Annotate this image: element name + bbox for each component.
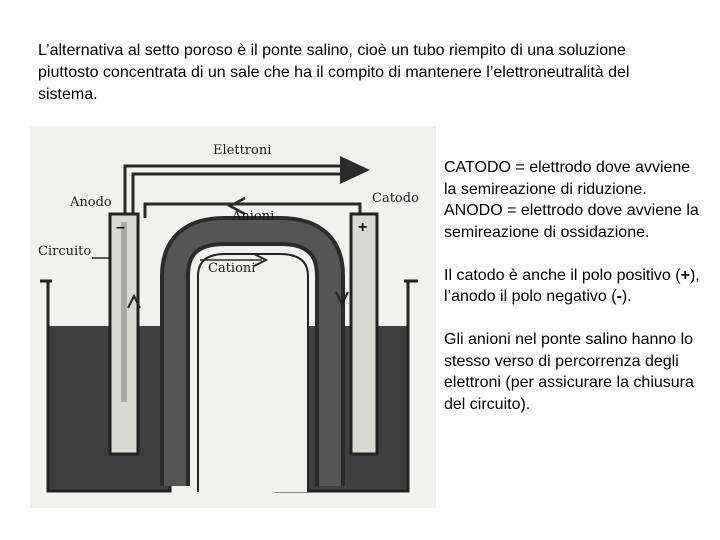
- anodo-term: ANODO: [444, 202, 503, 219]
- anioni-note: Gli anioni nel ponte salino hanno lo stesso verso di percorrenza degli elettroni (per assicurare la chiusura del circuito).: [444, 331, 694, 413]
- cathode-plus-sign: +: [358, 219, 368, 236]
- plus-symbol: +: [680, 266, 690, 284]
- anode-minus-sign: –: [116, 219, 125, 236]
- label-elettroni: Elettroni: [213, 143, 272, 158]
- label-cationi: Cationi: [208, 261, 256, 276]
- polarity-text-a: Il catodo è anche il polo positivo (: [444, 266, 681, 284]
- catodo-term: CATODO: [444, 159, 511, 176]
- cell-illustration: [30, 126, 436, 508]
- explanation-text: [444, 157, 706, 415]
- intro-paragraph: L’alternativa al setto poroso è il ponte salino, cioè un tubo riempito di una soluzione piuttosto concentrata di un sale che ha il compito di mantenere l’elettroneutralità del sistema.: [38, 42, 630, 103]
- galvanic-cell-diagram: [30, 126, 436, 508]
- label-circuito: Circuito: [38, 244, 92, 259]
- label-anioni: Anioni: [232, 209, 275, 224]
- polarity-note: [444, 265, 706, 308]
- label-anodo: Anodo: [70, 195, 112, 210]
- polarity-text-b: ), l’anodo il polo negativo (: [444, 266, 700, 305]
- anodo-def: = elettrodo dove avviene la semireazione di ossidazione.: [444, 202, 699, 241]
- cathode-electrode: [351, 214, 377, 454]
- minus-symbol: -: [616, 288, 622, 305]
- polarity-text-c: ).: [621, 288, 632, 305]
- label-catodo: Catodo: [372, 191, 419, 206]
- catodo-def: = elettrodo dove avviene la semireazione di riduzione.: [444, 159, 691, 198]
- anode-electrode: [110, 214, 138, 454]
- catodo-definition: [444, 157, 706, 200]
- anodo-definition: [444, 200, 706, 243]
